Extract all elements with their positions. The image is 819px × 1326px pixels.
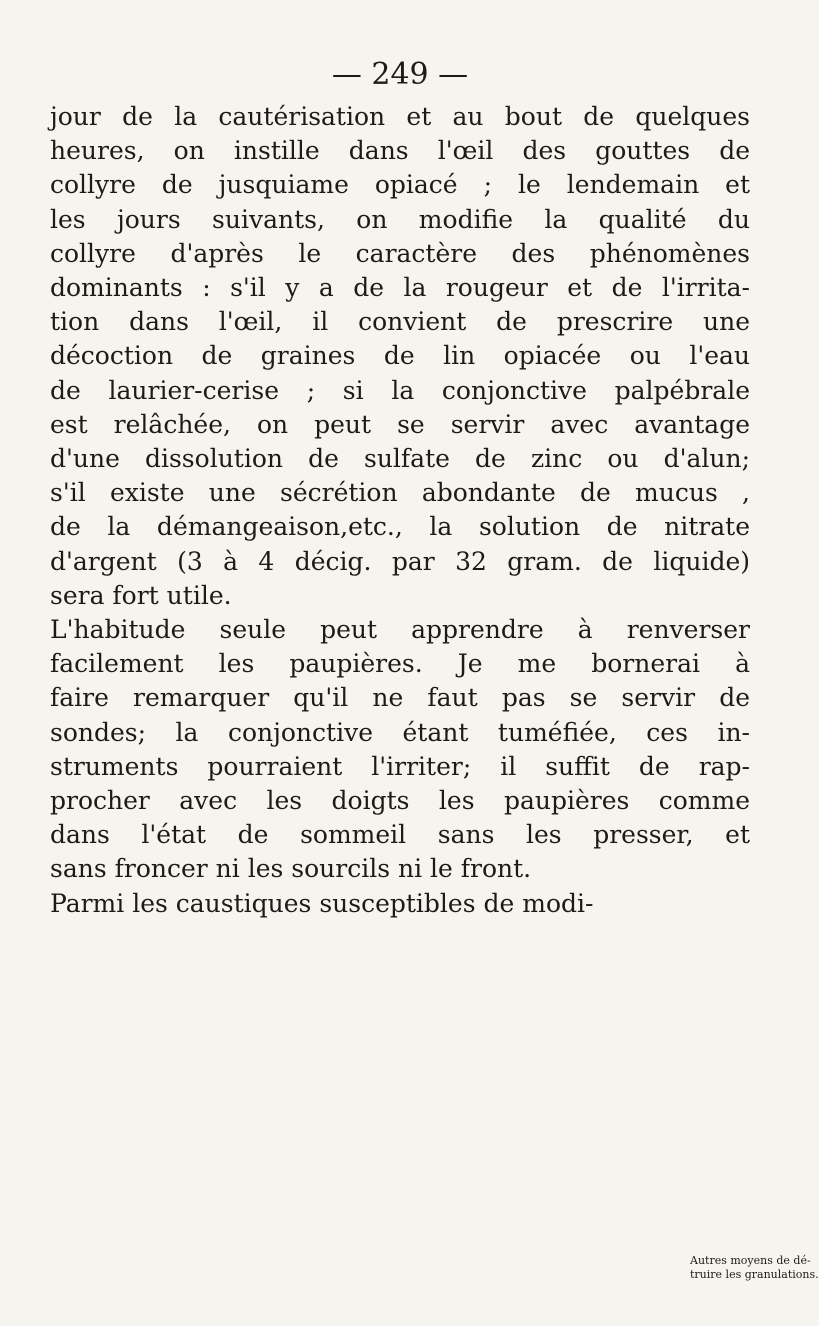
text-line: collyre d'après le caractère des phénomènes [50,238,750,268]
margin-note-line: Autres moyens de dé- [690,1254,811,1267]
text-line: procher avec les doigts les paupières comme [50,786,750,816]
text-line: sera fort utile. [50,580,232,610]
text-line: tion dans l'œil, il convient de prescrire une [50,307,750,337]
text-line: heures, on instille dans l'œil des gouttes de [50,136,750,166]
text-line: de la démangeaison,etc., la solution de nitrate [50,512,750,542]
text-line: d'argent (3 à 4 décig. par 32 gram. de liquide) [50,546,750,576]
text-line: faire remarquer qu'il ne faut pas se servir de [50,683,750,713]
text-line: L'habitude seule peut apprendre à renverser [50,615,750,645]
text-line: de laurier-cerise ; si la conjonctive palpébrale [50,375,750,405]
text-line: décoction de graines de lin opiacée ou l'eau [50,341,750,371]
text-line: facilement les paupières. Je me bornerai à [50,649,750,679]
margin-note [690,1254,819,1282]
text-line: collyre de jusquiame opiacé ; le lendemain et [50,170,750,200]
text-line: sondes; la conjonctive étant tuméfiée, ces in- [50,717,750,747]
text-line: les jours suivants, on modifie la qualité du [50,204,750,234]
text-line: struments pourraient l'irriter; il suffit de rap- [50,751,750,781]
text-line: s'il existe une sécrétion abondante de mucus , [50,478,750,508]
text-line: dominants : s'il y a de la rougeur et de l'irrita- [50,273,750,303]
page-number: — 249 — [331,57,469,92]
text-line: d'une dissolution de sulfate de zinc ou d'alun; [50,444,750,474]
body-text [50,100,750,921]
text-line: sans froncer ni les sourcils ni le front. [50,854,532,884]
text-line: dans l'état de sommeil sans les presser, et [50,820,750,850]
text-line: est relâchée, on peut se servir avec avantage [50,409,750,439]
text-line: Parmi les caustiques susceptibles de modi- [50,888,594,918]
text-line: jour de la cautérisation et au bout de quelques [50,102,750,131]
margin-note-line: truire les granulations. [690,1268,819,1281]
